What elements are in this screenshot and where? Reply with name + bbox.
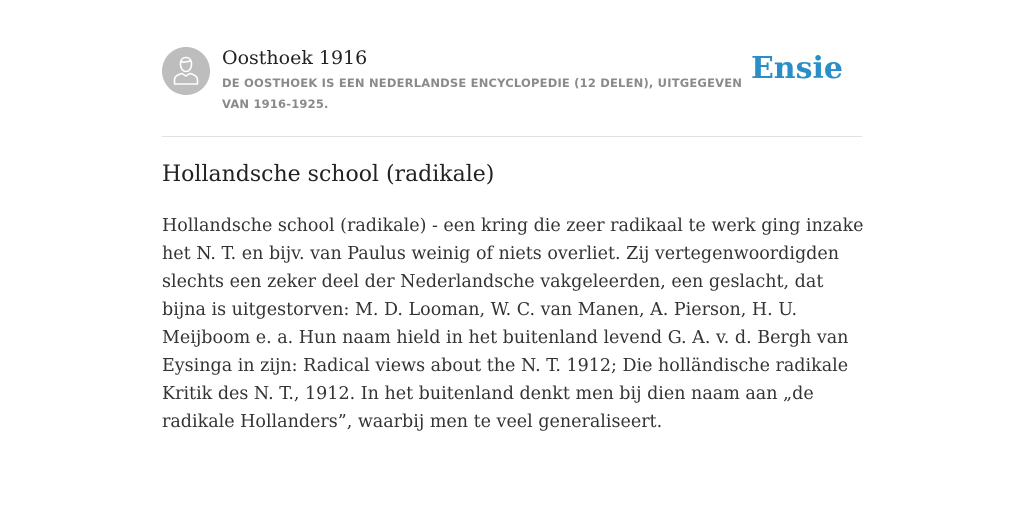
user-avatar-icon[interactable] <box>162 47 210 95</box>
article-body: Hollandsche school (radikale) - een kring die zeer radikaal te werk ging inzake het N. T. en bijv. van Paulus weinig of niets overliet. Zij vertegenwoordigden slechts een zeker deel der Nederlandsche vakgeleerden, een geslacht, dat bijna is uitgestorven: M. D. Looman, W. C. van Manen, A. Pierson, H. U. Meijboom e. a. Hun naam hield in het buitenland levend G. A. v. d. Bergh van Eysinga in zijn: Radical views about the N. T. 1912; Die holländische radikale Kritik des N. T., 1912. In het buitenland denkt men bij dien naam aan „de radikale Hollanders”, waarbij men te veel generaliseert. <box>162 216 864 432</box>
ensie-logo-link[interactable]: Ensie <box>750 51 843 86</box>
article-title: Hollandsche school (radikale) <box>162 162 495 187</box>
source-name-link[interactable]: Oosthoek 1916 <box>222 47 368 69</box>
source-description: DE OOSTHOEK IS EEN NEDERLANDSE ENCYCLOPEDIE (12 DELEN), UITGEGEVEN VAN 1916-1925. <box>222 76 743 111</box>
source-header <box>162 44 862 137</box>
